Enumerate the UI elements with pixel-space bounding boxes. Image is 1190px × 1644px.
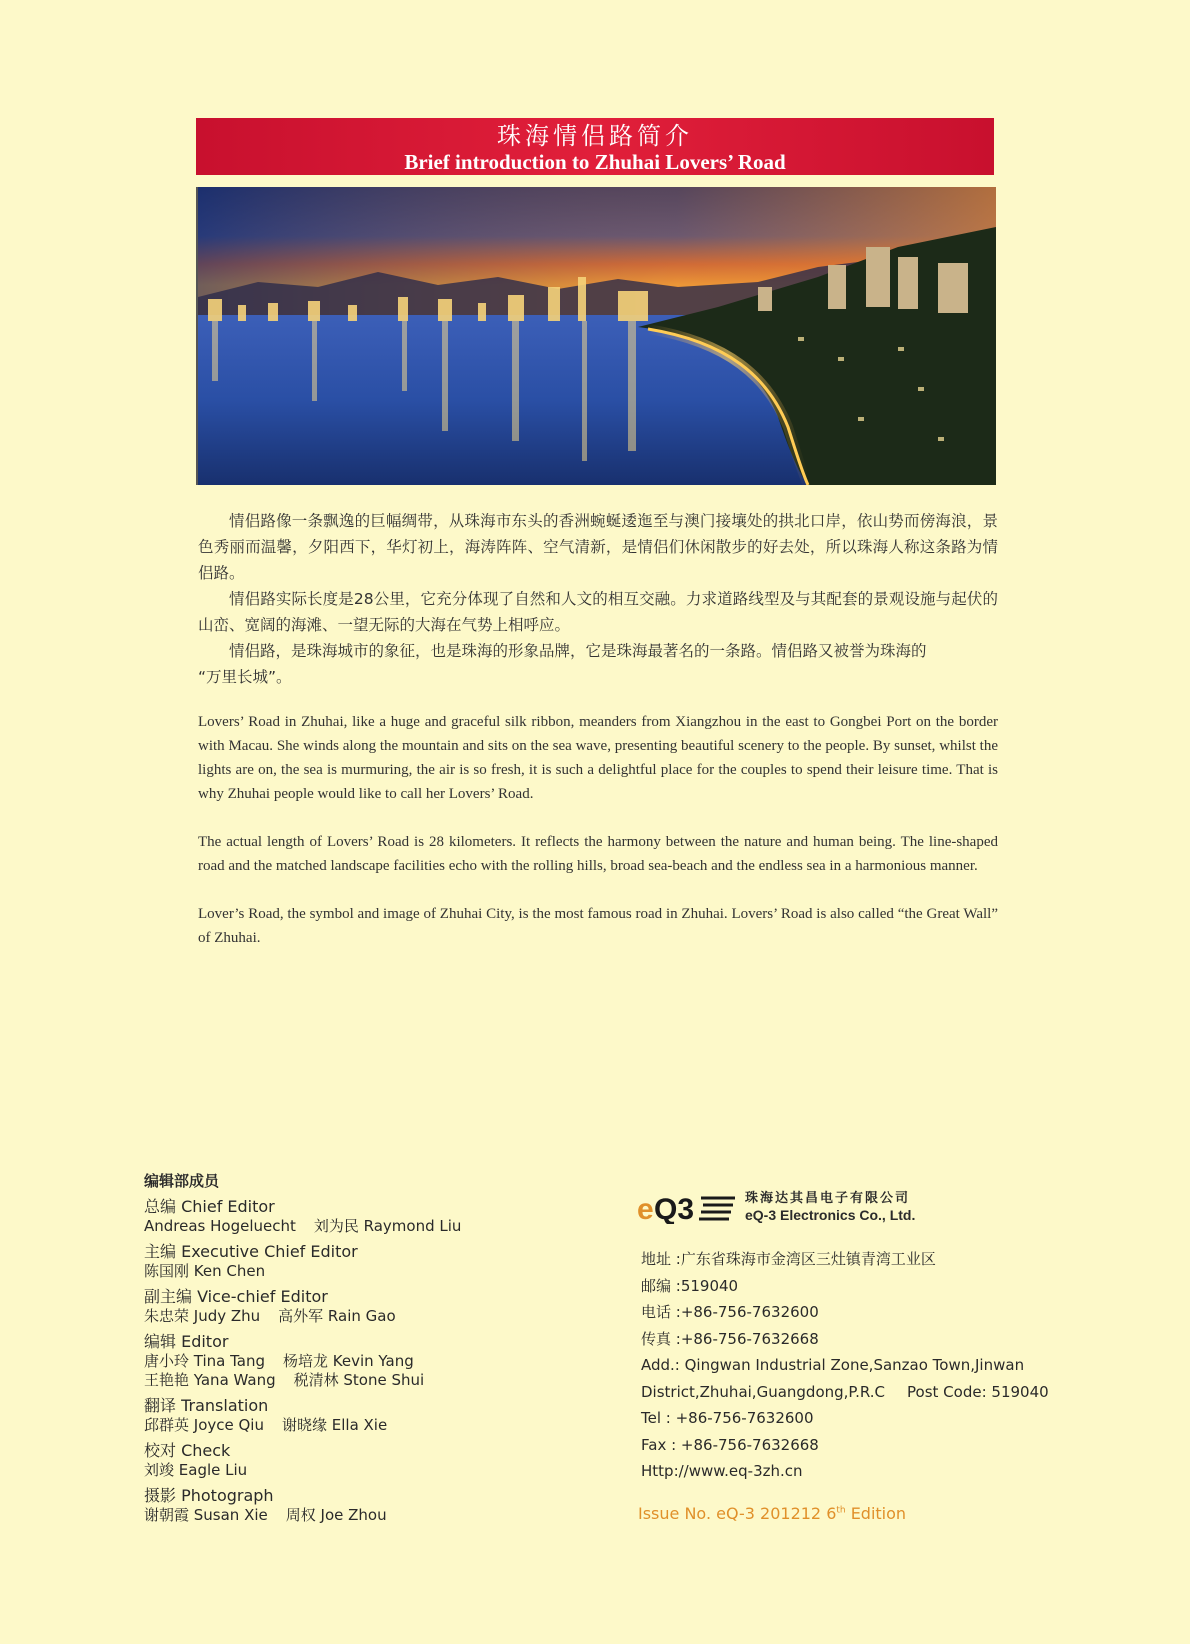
member-name: 刘为民 Raymond Liu: [313, 1217, 462, 1235]
editorial-heading: 编辑部成员: [144, 1172, 220, 1190]
editorial-group-vice-chief-editor: [144, 1287, 574, 1326]
editorial-group-translation: [144, 1396, 574, 1435]
en-paragraph-1: Lovers’ Road in Zhuhai, like a huge and graceful silk ribbon, meanders from Xiangzhou in the east to Gongbei Port on the border with Macau. She winds along the mountain and sits on the sea wave, presenting beautiful scenery to the people. By sunset, whilst the lights are on, the sea is murmuring, the air is so fresh, it is such a delightful place for the couples to spend their leisure time. That is why Zhuhai people would like to call her Lovers’ Road.: [198, 714, 998, 802]
role-label: 编辑 Editor: [144, 1332, 229, 1351]
editorial-group-chief-editor: [144, 1197, 574, 1236]
title-banner: [196, 118, 994, 175]
member-name: 谢晓缘 Ella Xie: [281, 1416, 388, 1434]
contact-details: [637, 1246, 1177, 1485]
member-name: 邱群英 Joyce Qiu: [144, 1416, 264, 1434]
website-link[interactable]: Http://www.eq-3zh.cn: [641, 1462, 803, 1480]
fax-en: Fax : +86-756-7632668: [641, 1435, 819, 1454]
editorial-group-check: [144, 1441, 574, 1480]
address-en-district: District,Zhuhai,Guangdong,P.R.C: [641, 1382, 886, 1401]
company-logo: [637, 1190, 1177, 1224]
tel-en: Tel : +86-756-7632600: [641, 1409, 814, 1427]
member-name: 唐小玲 Tina Tang: [144, 1352, 266, 1370]
tel-zh: 电话 :+86-756-7632600: [641, 1303, 819, 1321]
company-name-en: eQ-3 Electronics Co., Ltd.: [745, 1207, 916, 1223]
names-line: [144, 1217, 574, 1236]
photo-illustration: [198, 187, 996, 485]
issue-suffix: Edition: [845, 1504, 907, 1523]
company-name-zh: 珠海达其昌电子有限公司: [745, 1191, 911, 1206]
member-name: 陈国刚 Ken Chen: [144, 1262, 266, 1280]
zh-paragraph-1: 情侣路像一条飘逸的巨幅绸带，从珠海市东头的香洲蜿蜒逶迤至与澳门接壤处的拱北口岸，依山势而傍海浪，景色秀丽而温馨，夕阳西下，华灯初上，海涛阵阵、空气清新，是情侣们休闲散步的好去处，所以珠海人称这条路为情侣路。: [198, 512, 998, 582]
english-body-text: [198, 710, 998, 974]
chinese-body-text: [198, 508, 998, 690]
zh-paragraph-3: 情侣路，是珠海城市的象征，也是珠海的形象品牌，它是珠海最著名的一条路。情侣路又被誉为珠海的: [229, 642, 927, 660]
role-label: 摄影 Photograph: [144, 1486, 274, 1505]
member-name: 谢朝霞 Susan Xie: [144, 1506, 268, 1524]
names-line: [144, 1461, 574, 1480]
names-line: [144, 1371, 574, 1390]
member-name: 周权 Joe Zhou: [285, 1506, 387, 1524]
names-line: [144, 1506, 574, 1525]
address-en-line-2: [641, 1379, 1177, 1406]
member-name: 税清林 Stone Shui: [293, 1371, 425, 1389]
fax-zh: 传真 :+86-756-7632668: [641, 1329, 819, 1348]
issue-number: [638, 1504, 906, 1523]
editorial-group-photograph: [144, 1486, 574, 1525]
en-paragraph-3: Lover’s Road, the symbol and image of Zhuhai City, is the most famous road in Zhuhai. Lovers’ Road is also called “the Great Wall” of Zhuhai.: [198, 906, 998, 946]
editorial-group-executive-chief-editor: [144, 1242, 574, 1281]
member-name: Andreas Hogeluecht: [144, 1217, 296, 1235]
company-info: [637, 1190, 1177, 1485]
member-name: 王艳艳 Yana Wang: [144, 1371, 276, 1389]
postcode-en: Post Code: 519040: [907, 1382, 1049, 1401]
names-line: [144, 1262, 574, 1281]
role-label: 副主编 Vice-chief Editor: [144, 1287, 328, 1306]
address-zh: 地址 :广东省珠海市金湾区三灶镇青湾工业区: [641, 1250, 936, 1268]
role-label: 总编 Chief Editor: [144, 1197, 275, 1216]
en-paragraph-2: The actual length of Lovers’ Road is 28 kilometers. It reflects the harmony between the nature and human being. The line-shaped road and the matched landscape facilities echo with the rolling hills, broad sea-beach and the endless sea in a harmonious manner.: [198, 834, 998, 874]
night-panorama-image: [196, 187, 996, 485]
member-name: 杨培龙 Kevin Yang: [283, 1352, 414, 1370]
eq3-logo-icon: [637, 1190, 737, 1224]
title-zh: 珠海情侣路简介: [497, 122, 693, 150]
role-label: 翻译 Translation: [144, 1396, 269, 1415]
member-name: 高外军 Rain Gao: [278, 1307, 396, 1325]
editorial-board: [144, 1170, 574, 1531]
member-name: 刘竣 Eagle Liu: [144, 1461, 248, 1479]
names-line: [144, 1307, 574, 1326]
zh-paragraph-3-end: “万里长城”。: [198, 668, 292, 686]
issue-ordinal: th: [836, 1505, 846, 1516]
title-en: Brief introduction to Zhuhai Lovers’ Road: [404, 150, 786, 174]
company-name: [745, 1191, 915, 1223]
address-en-line-1: Add.: Qingwan Industrial Zone,Sanzao Town,Jinwan: [641, 1356, 1025, 1374]
editorial-group-editor: [144, 1332, 574, 1390]
role-label: 主编 Executive Chief Editor: [144, 1242, 358, 1261]
names-line: [144, 1352, 574, 1371]
svg-text:Q3: Q3: [654, 1193, 695, 1224]
role-label: 校对 Check: [144, 1441, 231, 1460]
issue-prefix: Issue No. eQ-3 201212 6: [638, 1504, 837, 1523]
zh-paragraph-2: 情侣路实际长度是28公里，它充分体现了自然和人文的相互交融。力求道路线型及与其配套的景观设施与起伏的山峦、宽阔的海滩、一望无际的大海在气势上相呼应。: [198, 590, 998, 634]
names-line: [144, 1416, 574, 1435]
member-name: 朱忠荣 Judy Zhu: [144, 1307, 261, 1325]
svg-text:e: e: [637, 1193, 654, 1224]
postcode-zh: 邮编 :519040: [641, 1276, 739, 1295]
